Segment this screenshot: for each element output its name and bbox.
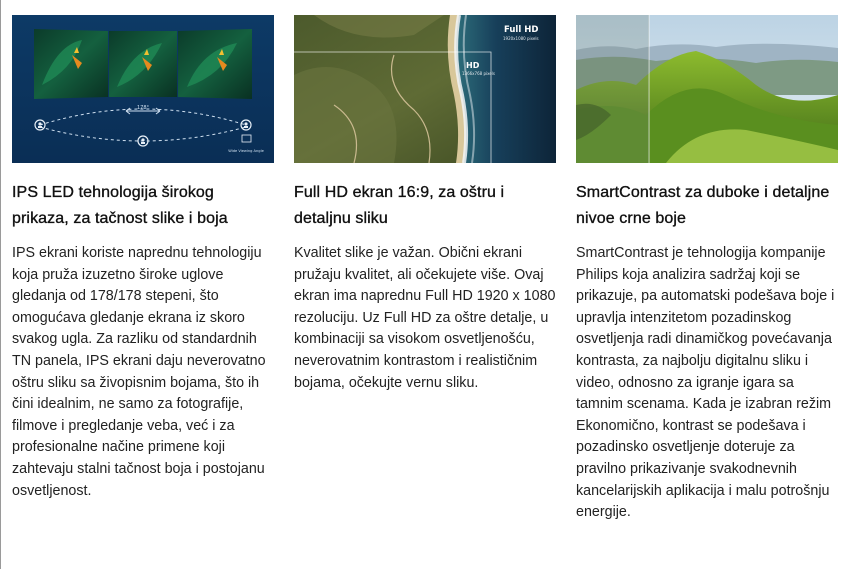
smartcontrast-body: SmartContrast je tehnologija kompanije Philips koja analizira sadržaj koji se prikazuje, pa automatski podešava boje i upravlja intenzitetom pozadinskog osvetljenja radi dinamičkog povećavanja kontrasta, za najbolju digitalnu sliku i video, odnosno za igranje igara sa tamnim scenama. Kada je izabran režim Ekonomično, kontrast se podešava i pozadinsko osvetljenje doteruje za pravilno prikazivanje svakodnevnih kancelarijskih aplikacija i malu potrošnju energije. bbox=[576, 245, 835, 521]
smartcontrast-title: SmartContrast za duboke i detaljne nivoe crne boje bbox=[576, 184, 830, 227]
smartcontrast-feature-image bbox=[576, 15, 838, 163]
fullhd-resolution: 1920x1080 pixels bbox=[503, 36, 539, 41]
fullhd-body: Kvalitet slike je važan. Obični ekrani pružaju kvalitet, ali očekujete više. Ovaj ekran ima naprednu Full HD 1920 x 1080 rezoluciju. Uz Full HD za oštre detalje, u kombinaciji sa visokom osvetljenošću, neverovatnim kontrastom i realističnim bojama, očekujte vernu sliku. bbox=[294, 245, 556, 391]
hd-resolution: 1366x768 pixels bbox=[462, 71, 496, 76]
ips-feature-image bbox=[12, 15, 274, 163]
angle-label: 178° bbox=[136, 105, 150, 111]
fullhd-title: Full HD ekran 16:9, za oštru i detaljnu sliku bbox=[294, 184, 505, 227]
fullhd-feature-image bbox=[294, 15, 556, 163]
feature-column-fullhd bbox=[294, 15, 556, 394]
hd-label: HD bbox=[466, 61, 480, 70]
feature-column-ips bbox=[12, 15, 274, 502]
ips-title: IPS LED tehnologija širokog prikaza, za tačnost slike i boja bbox=[12, 184, 228, 227]
feature-column-smartcontrast bbox=[576, 15, 838, 524]
ips-body: IPS ekrani koriste naprednu tehnologiju koja pruža izuzetno široke uglove gledanja od 178/178 stepeni, što omogućava gledanje ekrana iz skoro svakog ugla. Za razliku od standardnih TN panela, IPS ekrani daju neverovatno oštru sliku sa živopisnim bojama, što ih čini idealnim, ne samo za fotografije, filmove i pregledanje veba, već i za profesionalne načine primene koji zahtevaju stalni tačnost boja i postojanu osvetljenost. bbox=[12, 245, 266, 499]
viewing-angle-badge: Wide Viewing Angle bbox=[228, 149, 264, 153]
page-left-border bbox=[0, 0, 1, 569]
fullhd-label: Full HD bbox=[504, 25, 539, 35]
